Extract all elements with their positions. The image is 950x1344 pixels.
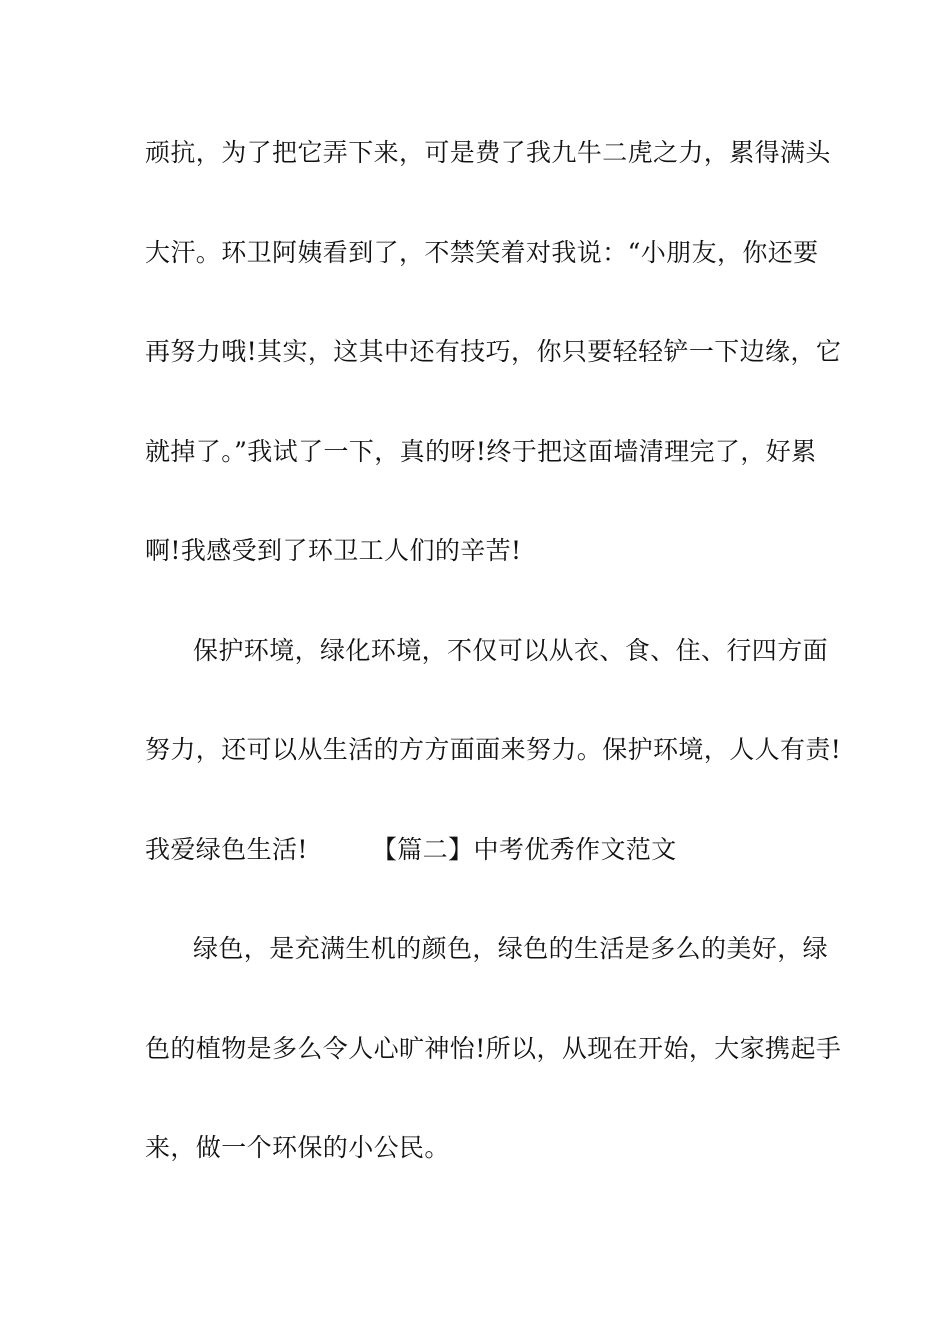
paragraph-line: 保护环境，绿化环境，不仅可以从衣、食、住、行四方面 [193, 635, 829, 665]
paragraph-line: 就掉了。”我试了一下，真的呀!终于把这面墙清理完了，好累 [145, 436, 817, 466]
paragraph-line-with-heading [145, 825, 810, 925]
section-heading: 【篇二】中考优秀作文范文 [371, 834, 677, 864]
paragraph-line: 再努力哦!其实，这其中还有技巧，你只要轻轻铲一下边缘，它 [145, 337, 842, 366]
paragraph-line: 大汗。环卫阿姨看到了，不禁笑着对我说：“小朋友，你还要 [145, 237, 819, 267]
paragraph-line: 啊!我感受到了环卫工人们的辛苦! [145, 536, 522, 565]
paragraph-line: 色的植物是多么令人心旷神怡!所以，从现在开始，大家携起手 [145, 1033, 842, 1063]
paragraph-line: 来，做一个环保的小公民。 [145, 1133, 450, 1162]
article-body [145, 128, 842, 1223]
paragraph-line: 努力，还可以从生活的方方面面来努力。保护环境，人人有责! [145, 735, 842, 764]
paragraph-line: 绿色，是充满生机的颜色，绿色的生活是多么的美好，绿 [193, 934, 829, 963]
paragraph-line-end: 我爱绿色生活! [145, 834, 308, 864]
paragraph-line: 顽抗，为了把它弄下来，可是费了我九牛二虎之力，累得满头 [145, 138, 831, 167]
